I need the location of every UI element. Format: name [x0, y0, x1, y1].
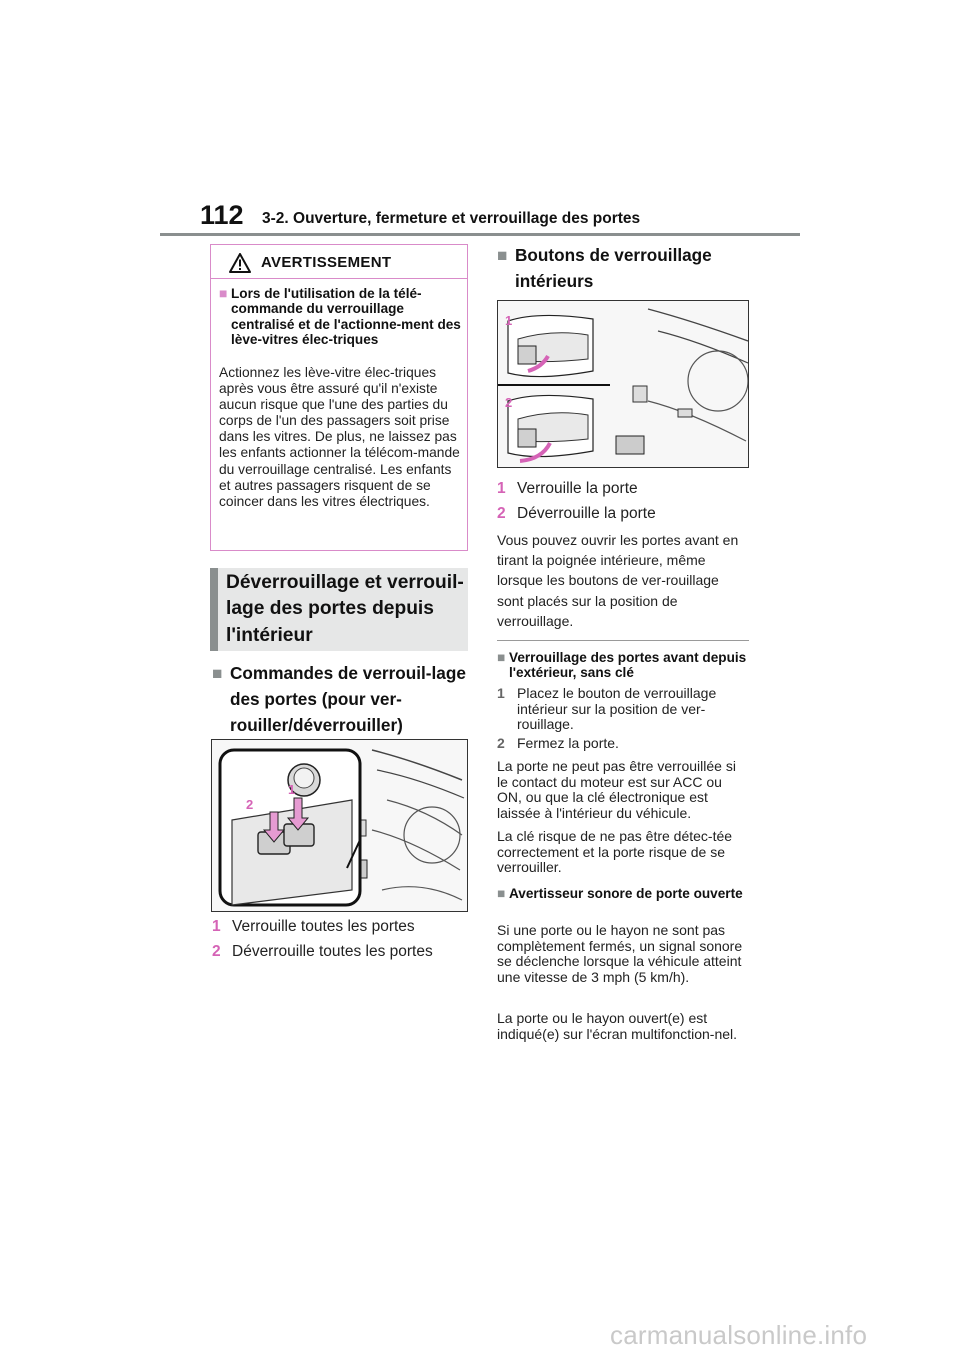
bullet-square-icon: ■: [497, 245, 508, 265]
note-paragraph: La porte ou le hayon ouvert(e) est indiqué(e) sur l'écran multifonction-nel.: [497, 1010, 738, 1042]
note-paragraph: Si une porte ou le hayon ne sont pas complètement fermés, un signal sonore se déclenche lorsque la véhicule atteint une vitesse de 3 mph (5 km/h).: [497, 922, 743, 985]
warning-subheading: [219, 286, 463, 348]
item-number: 1: [497, 480, 506, 497]
left-subheading: [212, 660, 472, 738]
item-text: Verrouille la porte: [517, 480, 638, 497]
warning-header: [211, 245, 467, 279]
item-number: 2: [497, 505, 506, 522]
section-bar: [210, 568, 218, 651]
step-item: [497, 736, 749, 752]
warning-subheading-text: Lors de l'utilisation de la télé-commande du verrouillage centralisé et de l'actionne-ment des lève-vitres élec-triques: [231, 286, 461, 348]
step-item: [497, 686, 749, 733]
item-text: Déverrouille toutes les portes: [232, 943, 433, 960]
left-subheading-text: Commandes de verrouil-lage des portes (pour ver-rouiller/déverrouiller): [230, 663, 466, 735]
list-item: [497, 505, 749, 523]
figure-label-2: 2: [246, 797, 254, 812]
warning-title: AVERTISSEMENT: [261, 254, 392, 271]
note-heading: [497, 886, 749, 901]
bullet-square-icon: ■: [497, 650, 506, 665]
inside-lock-button-drawing: [498, 301, 749, 468]
note-heading-text: Verrouillage des portes avant depuis l'extérieur, sans clé: [509, 650, 747, 680]
step-number: 2: [497, 735, 505, 751]
door-lock-switch-illustration: [211, 739, 468, 912]
section-title: Déverrouillage et verrouil-lage des portes depuis l'intérieur: [226, 572, 464, 646]
bullet-square-icon: ■: [212, 663, 223, 683]
note-paragraph: La clé risque de ne pas être détec-tée correctement et la porte risque de se verrouiller.: [497, 828, 733, 875]
warning-triangle-icon: [229, 253, 251, 273]
item-number: 2: [212, 943, 221, 960]
note-heading-text: Avertisseur sonore de porte ouverte: [509, 886, 743, 901]
item-text: Verrouille toutes les portes: [232, 918, 415, 935]
note-paragraph: La porte ne peut pas être verrouillée si le contact du moteur est sur ACC ou ON, ou que la clé électronique est laissée à l'intérieur du véhicule.: [497, 758, 736, 821]
list-item: [212, 918, 470, 936]
right-subheading-text: Boutons de verrouillage intérieurs: [515, 245, 712, 291]
divider: [497, 640, 749, 641]
body-paragraph: Vous pouvez ouvrir les portes avant en tirant la poignée intérieure, même lorsque les boutons de ver-rouillage sont placés sur la position de verrouillage.: [497, 532, 739, 629]
chapter-title: 3-2. Ouverture, fermeture et verrouillage des portes: [262, 210, 641, 227]
list-item: [497, 480, 749, 498]
inside-lock-button-illustration: [497, 300, 749, 468]
bullet-square-icon: ■: [219, 285, 228, 301]
footer-watermark: carmanualsonline.info: [610, 1320, 868, 1350]
step-text: Placez le bouton de verrouillage intérieur sur la position de ver-rouillage.: [517, 685, 717, 732]
step-number: 1: [497, 685, 505, 701]
note-heading: [497, 650, 749, 680]
figure-label-1: 1: [288, 782, 296, 797]
item-number: 1: [212, 918, 221, 935]
item-text: Déverrouille la porte: [517, 505, 656, 522]
warning-body: Actionnez les lève-vitre élec-triques après vous être assuré qu'il n'existe aucun risque que l'une des parties du corps de l'un des passagers soit prise dans les vitres. De plus, ne laissez pas les enfants actionner la télécom-mande du verrouillage centralisé. Les enfants et autres passagers risquent de se coincer dans les vitres électriques.: [219, 365, 460, 509]
header-rule: [160, 233, 800, 236]
bullet-square-icon: ■: [497, 886, 506, 901]
door-lock-switch-drawing: [212, 740, 468, 912]
page-number: 112: [200, 200, 244, 230]
figure-label-2: 2: [505, 395, 513, 410]
list-item: [212, 943, 470, 961]
figure-label-1: 1: [505, 313, 513, 328]
right-subheading: [497, 242, 757, 294]
warning-box: [210, 244, 468, 551]
section-heading: [210, 568, 468, 651]
step-text: Fermez la porte.: [517, 735, 619, 751]
